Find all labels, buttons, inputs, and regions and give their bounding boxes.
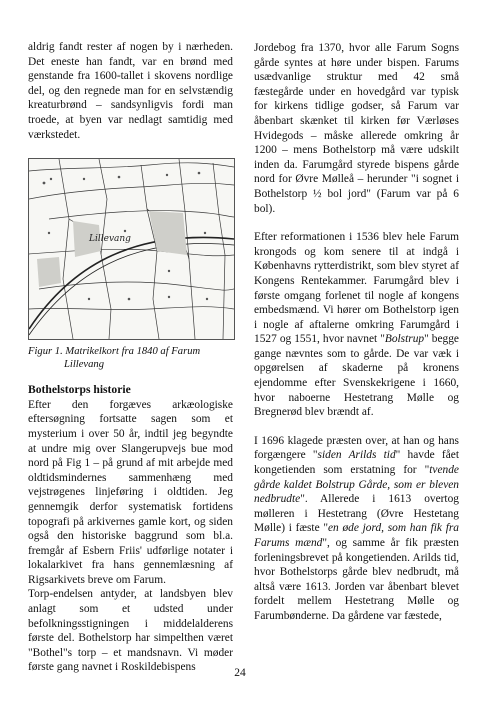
right-paragraph-2 — [254, 230, 459, 420]
right-paragraph-3-part-4: ", og samme år fik præsten forleningsbrevet på kongetienden. Arilds tid, hvor Bothelstorps gårde blev nedbrudt, må altså være 1613. Jorden var åbenbart blevet fordelt mellem Hestetrang Mølle og Farumbønderne. Da gårdene var fæstede, — [254, 537, 459, 622]
history-paragraph-1: Efter den forgæves arkæologiske eftersøgning fortsatte sagen som et mysterium i over 50 år, indtil jeg begyndte at undre mig over Slangerupvejs bue mod nord på Fig 1 – på grund af mit arbejde med oldtidsmindernes sammenhæng med vejstrøgenes linjeføring i oldtiden. Jeg gennemgik derfor systematisk fortidens topografi på arkivernes gamle kort, og siden også den historiske baggrund som bl.a. fremgår af Esbern Friis' udførlige notater i lokalarkivet fra hans gennemlæsning af Rigsarkivets breve om Farum. — [28, 398, 233, 586]
left-column — [28, 40, 233, 675]
map-place-label: Lillevang — [89, 234, 131, 245]
quote-arilds-tid: siden Arilds tid — [317, 449, 396, 462]
right-paragraph-1-text: Jordebog fra 1370, hvor alle Farum Sogns gårde syntes at høre under bispen. Farums usædvanlige struktur med 42 små fæstegårde under en hovedgård var typisk for kirkens tidlige godser, så Farum var åbenbart skænket til kirken før Værløses Hvidegods – måske allerede omkring år 1200 – mens Bothelstorp må være udskilt inden da. Farumgård styrede bispens gårde nord for Øvre Mølleå – herunder "i sognet i Bothelstorp ½ bol jord" (Farum var på 6 bol). — [254, 42, 459, 215]
history-paragraph-2: Torp-endelsen antyder, at landsbyen blev anlagt som et udsted under befolkningsstigningen i middelalderens første del. Bothelstorp har simpelthen været "Bothel"s torp – et mandsnavn. Vi møder første gang navnet i Roskildebispens — [28, 588, 233, 674]
quoted-name-bolstrup: Bolstrup — [384, 333, 425, 346]
page-number: 24 — [234, 667, 246, 679]
caption-line-1: Figur 1. Matrikelkort fra 1840 af Farum — [28, 346, 201, 358]
quote-oede-jord: en øde jord, som han fik fra Farums mænd — [254, 522, 459, 549]
right-paragraph-2-rest: " begge gange nævntes som to gårde. De var væk i opgørelsen af skaderne på kronens ejendomme efter Svenskekrigene i 1660, hvor naboerne Hestetrang Mølle og Bregnerød blev brændt af. — [254, 333, 459, 419]
figure-caption — [28, 345, 233, 371]
cadastral-map-drawing — [29, 159, 234, 339]
cadastral-map-figure — [28, 158, 235, 340]
caption-line-2: Lillevang — [64, 359, 105, 371]
section-heading: Bothelstorps historie — [28, 383, 131, 397]
right-paragraph-3 — [254, 434, 459, 624]
right-paragraph-3-part-1: I 1696 klagede præsten over, at han og hans forgængere " — [254, 434, 459, 462]
right-paragraph-1 — [254, 41, 459, 216]
intro-paragraph: aldrig fandt rester af nogen by i nærheden. Det eneste han fandt, var en brønd med genstande fra 1600-tallet i skovens nordlige del, og den regnede man for en selvstændig kreaturbrønd – sandsynligvis fordi man troede, at byen var nedlagt samtidig med værkstedet. — [28, 41, 233, 141]
right-paragraph-2-text: Efter reformationen i 1536 blev hele Farum krongods og kom senere til at indgå i Københavns rytterdistrikt, som blev styret af Kongens Rentekammer. Farumgård blev i første omgang forlenet til nogle af kongens embedsmænd. Vi hører om Bothelstorp igen i nogle af aftalerne omkring Farumgård i 1527 og 1551, hvor navnet " — [254, 231, 459, 346]
right-column — [254, 41, 459, 624]
quote-tvende-gaarde: tvende gårde kaldet Bolstrup Gårde, som er bleven nedbrudte — [254, 464, 459, 506]
right-paragraph-3-part-2: " havde fået kongetienden som erstatning for " — [254, 449, 459, 477]
right-paragraph-3-part-3: ". Allerede i 1613 overtog mølleren i Hestetrang (Øvre Hestetang Mølle) i fæste " — [254, 493, 459, 535]
